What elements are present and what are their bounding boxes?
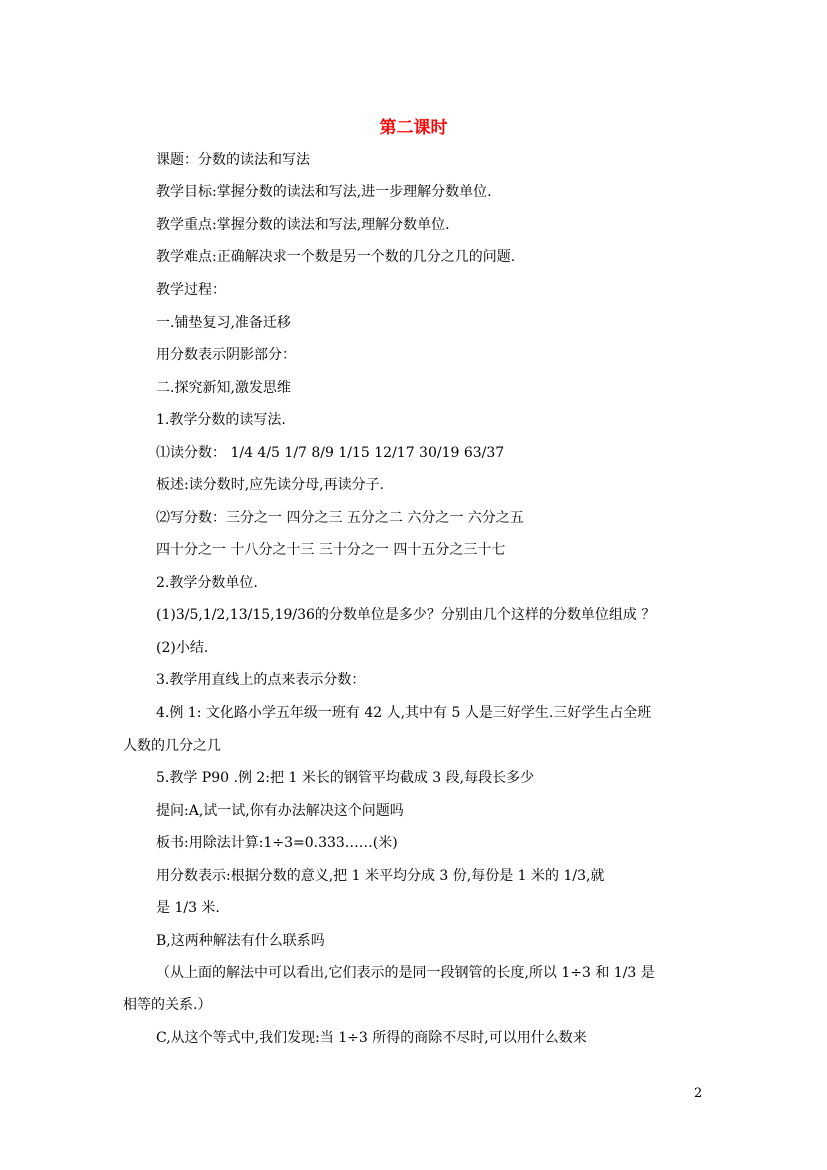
board-note-line: 板述:读分数时,应先读分母,再读分子. — [156, 477, 385, 493]
question-a-line: 提问:A,试一试,你有办法解决这个问题吗 — [156, 803, 404, 819]
lesson-title: 第二课时 — [379, 118, 448, 138]
example-1-line: 4.例 1: 文化路小学五年级一班有 42 人,其中有 5 人是三好学生.三好学生占全班 — [156, 705, 652, 721]
key-point-line: 教学重点:掌握分数的读法和写法,理解分数单位. — [156, 217, 450, 233]
shade-line: 用分数表示阴影部分： — [156, 347, 296, 363]
example-1-cont-line: 人数的几分之几 — [123, 738, 221, 754]
fraction-meaning-line: 用分数表示:根据分数的意义,把 1 米平均分成 3 份,每份是 1 米的 1/3,就 — [156, 868, 605, 884]
question-c-line: C,从这个等式中,我们发现:当 1÷3 所得的商除不尽时,可以用什么数来 — [156, 1030, 587, 1046]
summary-line: (2)小结. — [156, 640, 209, 656]
item-2-line: 2.教学分数单位. — [156, 575, 258, 591]
question-b-line: B,这两种解法有什么联系吗 — [156, 933, 325, 949]
item-5-line: 5.教学 P90 .例 2:把 1 米长的钢管平均截成 3 段,每段长多少 — [156, 770, 535, 786]
objective-line: 教学目标:掌握分数的读法和写法,进一步理解分数单位. — [156, 184, 492, 200]
section-one-heading: 一.铺垫复习,准备迁移 — [156, 315, 291, 331]
process-heading: 教学过程： — [156, 282, 226, 298]
topic-line: 课题：分数的读法和写法 — [156, 152, 310, 168]
section-two-heading: 二.探究新知,激发思维 — [156, 380, 291, 396]
read-fractions-line: ⑴读分数： 1/4 4/5 1/7 8/9 1/15 12/17 30/19 63/37 — [156, 445, 505, 461]
board-division-line: 板书:用除法计算:1÷3=0.333……(米) — [156, 835, 398, 851]
item-3-line: 3.教学用直线上的点来表示分数： — [156, 672, 366, 688]
explanation-cont-line: 相等的关系.） — [123, 997, 212, 1013]
unit-question-line: (1)3/5,1/2,13/15,19/36的分数单位是多少？分别由几个这样的分数单位组成 ？ — [156, 607, 656, 623]
difficulty-line: 教学难点:正确解决求一个数是另一个数的几分之几的问题. — [156, 249, 516, 265]
explanation-line: （从上面的解法中可以看出,它们表示的是同一段钢管的长度,所以 1÷3 和 1/3 是 — [156, 965, 655, 981]
item-1-line: 1.教学分数的读写法. — [156, 412, 286, 428]
write-fractions-line: ⑵写分数：三分之一 四分之三 五分之二 六分之一 六分之五 — [156, 510, 524, 526]
page-number: 2 — [694, 1086, 703, 1101]
write-fractions-cont-line: 四十分之一 十八分之十三 三十分之一 四十五分之三十七 — [156, 542, 506, 558]
fraction-meaning-cont-line: 是 1/3 米. — [156, 900, 220, 916]
